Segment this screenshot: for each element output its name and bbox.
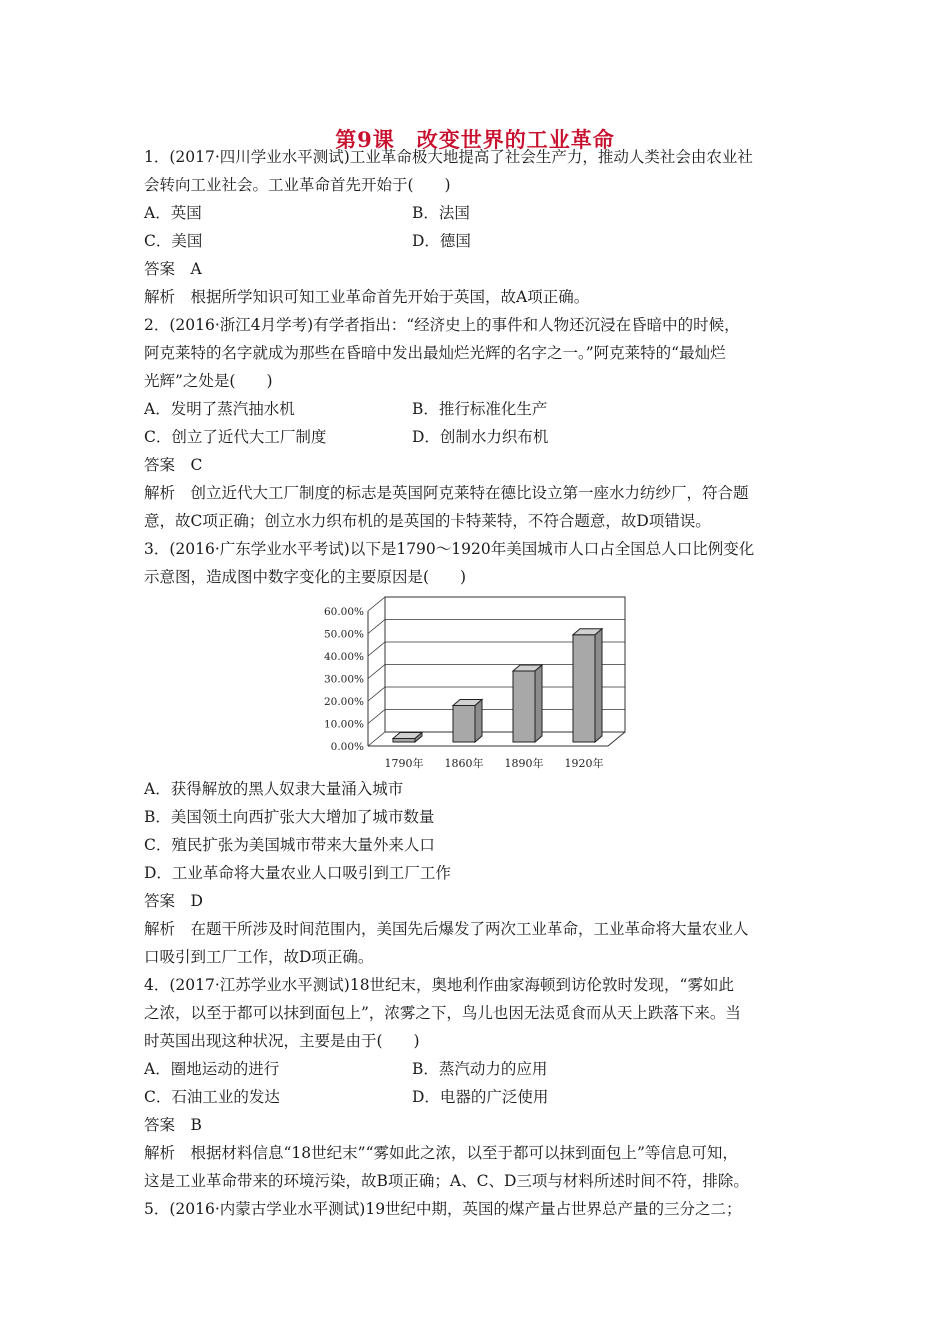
q1-option-c: C．美国: [144, 232, 203, 250]
q3-line2: 示意图，造成图中数字变化的主要原因是( ): [144, 568, 467, 586]
chart-bar: [393, 733, 422, 742]
q3-analysis-1: 解析 在题干所涉及时间范围内，美国先后爆发了两次工业革命，工业革命将大量农业人: [144, 920, 749, 938]
q1-option-d: D．德国: [412, 232, 471, 250]
urban-population-bar-chart: [318, 590, 638, 775]
x-tick-label: 1860年: [444, 757, 484, 770]
q4-answer: 答案 B: [144, 1116, 202, 1134]
q4-line1: 4．(2017·江苏学业水平测试)18世纪末，奥地利作曲家海顿到访伦敦时发现，“雾如此: [144, 976, 734, 994]
q2-option-a: A．发明了蒸汽抽水机: [144, 400, 295, 418]
q1-answer: 答案 A: [144, 260, 202, 278]
page-title: 第9课 改变世界的工业革命: [335, 127, 615, 152]
q4-analysis-1: 解析 根据材料信息“18世纪末”“雾如此之浓，以至于都可以抹到面包上”等信息可知，: [144, 1144, 738, 1162]
q3-option-b: B．美国领土向西扩张大大增加了城市数量: [144, 808, 435, 826]
q1-option-a: A．英国: [144, 204, 202, 222]
q2-option-d: D．创制水力织布机: [412, 428, 549, 446]
q2-line2: 阿克莱特的名字就成为那些在昏暗中发出最灿烂光辉的名字之一。”阿克莱特的“最灿烂: [144, 344, 726, 362]
q4-line3: 时英国出现这种状况，主要是由于( ): [144, 1032, 420, 1050]
x-tick-label: 1890年: [504, 757, 544, 770]
q1-analysis: 解析 根据所学知识可知工业革命首先开始于英国，故A项正确。: [144, 288, 590, 306]
y-tick-label: 10.00%: [323, 718, 364, 731]
q2-option-c: C．创立了近代大工厂制度: [144, 428, 327, 446]
q3-option-c: C．殖民扩张为美国城市带来大量外来人口: [144, 836, 435, 854]
q3-option-a: A．获得解放的黑人奴隶大量涌入城市: [144, 780, 404, 798]
chart-bar: [453, 699, 482, 742]
q4-analysis-2: 这是工业革命带来的环境污染，故B项正确；A、C、D三项与材料所述时间不符，排除。: [144, 1172, 749, 1190]
q2-answer: 答案 C: [144, 456, 203, 474]
x-tick-label: 1790年: [384, 757, 424, 770]
chart-bar: [513, 665, 542, 742]
y-tick-label: 40.00%: [323, 651, 364, 663]
q2-analysis-1: 解析 创立近代大工厂制度的标志是英国阿克莱特在德比设立第一座水力纺纱厂，符合题: [144, 484, 749, 502]
q4-line2: 之浓，以至于都可以抹到面包上”，浓雾之下，鸟儿也因无法觅食而从天上跌落下来。当: [144, 1004, 741, 1022]
q2-line1: 2．(2016·浙江4月学考)有学者指出：“经济史上的事件和人物还沉浸在昏暗中的时候，: [144, 316, 740, 334]
chart-bar: [573, 629, 602, 742]
q2-option-b: B．推行标准化生产: [412, 400, 548, 418]
chart-y-ticks: [324, 606, 364, 753]
q3-answer: 答案 D: [144, 892, 203, 910]
q2-analysis-2: 意，故C项正确；创立水力织布机的是英国的卡特莱特，不符合题意，故D项错误。: [144, 512, 711, 530]
y-tick-label: 0.00%: [330, 741, 364, 753]
y-tick-label: 60.00%: [323, 606, 364, 618]
q3-option-d: D．工业革命将大量农业人口吸引到工厂工作: [144, 864, 451, 882]
q2-line3: 光辉”之处是( ): [144, 372, 273, 390]
y-tick-label: 50.00%: [323, 628, 364, 641]
chart-bars: [393, 629, 602, 742]
q1-line2: 会转向工业社会。工业革命首先开始于( ): [144, 176, 451, 194]
y-tick-label: 20.00%: [323, 696, 364, 708]
y-tick-label: 30.00%: [323, 673, 364, 686]
q3-line1: 3．(2016·广东学业水平考试)以下是1790～1920年美国城市人口占全国总人口比例变化: [144, 540, 755, 558]
q1-option-b: B．法国: [412, 204, 470, 222]
q5-line1: 5．(2016·内蒙古学业水平测试)19世纪中期，英国的煤产量占世界总产量的三分之二；: [144, 1200, 742, 1218]
q4-option-d: D．电器的广泛使用: [412, 1088, 549, 1106]
chart-x-ticks: [385, 756, 604, 770]
q4-option-a: A．圈地运动的进行: [144, 1060, 280, 1078]
q4-option-c: C．石油工业的发达: [144, 1088, 280, 1106]
q4-option-b: B．蒸汽动力的应用: [412, 1060, 548, 1078]
q3-analysis-2: 口吸引到工厂工作，故D项正确。: [144, 948, 374, 966]
q1-line1: 1．(2017·四川学业水平测试)工业革命极大地提高了社会生产力，推动人类社会由农业社: [144, 148, 753, 166]
x-tick-label: 1920年: [564, 757, 604, 770]
